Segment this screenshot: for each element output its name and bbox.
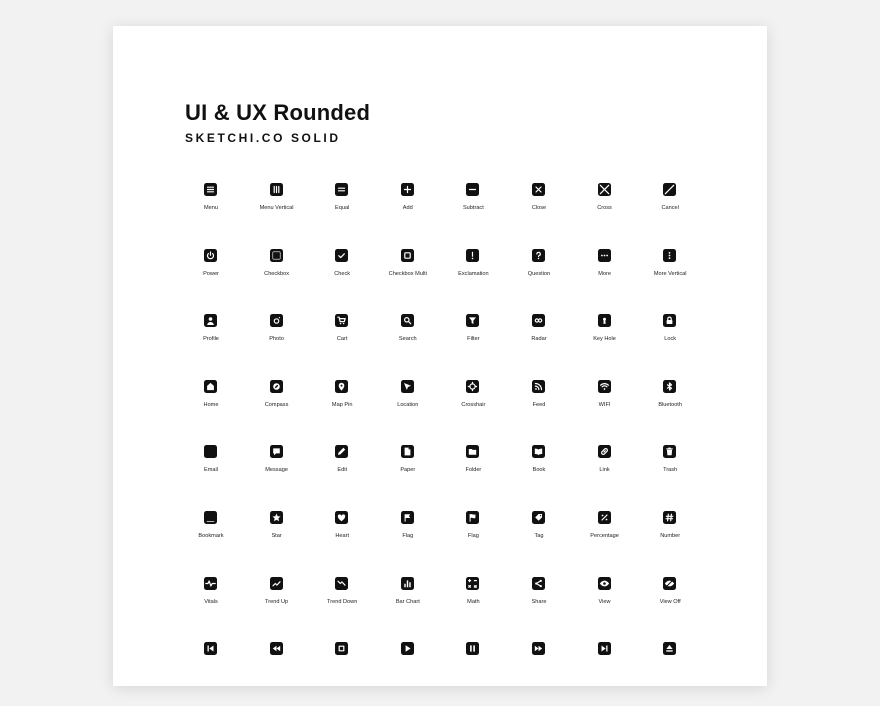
icon-tile <box>244 181 310 247</box>
icon-tile <box>375 312 441 378</box>
icon-label: Location <box>397 401 419 408</box>
icon-tile <box>375 181 441 247</box>
cancel-icon <box>663 183 676 196</box>
icon-label: Cross <box>597 205 612 211</box>
icon-grid <box>178 181 703 706</box>
icon-label: Link <box>599 467 610 474</box>
folder-icon <box>466 445 479 458</box>
question-icon <box>532 249 545 262</box>
trend-up-icon <box>270 577 283 590</box>
checkbox-multi-icon <box>401 249 414 262</box>
icon-label: Lock <box>664 336 677 343</box>
icon-label: Cancel <box>661 205 679 211</box>
icon-tile <box>440 509 506 575</box>
icon-label: Question <box>527 270 551 277</box>
icon-tile <box>637 509 703 575</box>
icon-tile <box>572 181 638 247</box>
icon-tile <box>637 181 703 247</box>
icon-tile <box>178 312 244 378</box>
location-icon <box>401 380 414 393</box>
icon-tile <box>375 640 441 706</box>
bookmark-icon <box>204 511 217 524</box>
icon-label: Add <box>402 205 413 211</box>
icon-label: View <box>598 598 611 605</box>
more-vertical-icon <box>663 249 676 262</box>
heart-icon <box>335 511 348 524</box>
menu-icon <box>204 183 217 196</box>
icon-tile <box>178 247 244 313</box>
icon-label: Flag <box>467 532 479 539</box>
math-icon <box>466 577 479 590</box>
icon-label: Profile <box>203 336 219 343</box>
radar-icon <box>532 314 545 327</box>
icon-tile <box>375 509 441 575</box>
icon-label: Heart <box>335 532 350 539</box>
icon-tile <box>506 575 572 641</box>
flag-icon <box>401 511 414 524</box>
icon-label: Vitals <box>204 598 218 605</box>
icon-tile <box>506 181 572 247</box>
icon-label: Trash <box>663 467 678 474</box>
icon-label: Email <box>204 467 218 474</box>
icon-tile <box>572 378 638 444</box>
add-icon <box>401 183 414 196</box>
icon-tile <box>440 575 506 641</box>
menu-vertical-icon <box>270 183 283 196</box>
icon-label: Menu <box>204 205 218 211</box>
icon-label: Compass <box>264 401 289 408</box>
icon-tile <box>440 640 506 706</box>
page-title: UI & UX Rounded <box>185 100 371 125</box>
check-icon <box>335 249 348 262</box>
icon-tile <box>637 378 703 444</box>
skip-back-icon <box>204 642 217 655</box>
icon-label: View Off <box>659 598 681 605</box>
icon-tile <box>572 509 638 575</box>
more-icon <box>598 249 611 262</box>
paper-icon <box>401 445 414 458</box>
icon-tile <box>440 312 506 378</box>
icon-tile <box>244 312 310 378</box>
cross-icon <box>598 183 611 196</box>
profile-icon <box>204 314 217 327</box>
icon-tile <box>506 312 572 378</box>
icon-label: Map Pin <box>331 401 353 408</box>
star-icon <box>270 511 283 524</box>
icon-label: Key Hole <box>593 336 616 343</box>
icon-label: Radar <box>531 336 547 343</box>
eject-icon <box>663 642 676 655</box>
icon-tile <box>178 443 244 509</box>
icon-tile <box>637 312 703 378</box>
icon-tile <box>572 575 638 641</box>
message-icon <box>270 445 283 458</box>
icon-label: Number <box>660 532 681 539</box>
icon-tile <box>440 443 506 509</box>
icon-label: Filter <box>467 336 480 343</box>
icon-label: Share <box>531 598 547 605</box>
icon-label: Checkbox <box>264 270 290 277</box>
stop-icon <box>335 642 348 655</box>
trash-icon <box>663 445 676 458</box>
icon-tile <box>309 509 375 575</box>
icon-label: WIFI <box>598 401 611 408</box>
feed-icon <box>532 380 545 393</box>
icon-label: Message <box>265 467 288 474</box>
close-icon <box>532 183 545 196</box>
icon-label: Home <box>203 401 219 408</box>
icon-tile <box>506 443 572 509</box>
icon-label: Bar Chart <box>395 598 420 605</box>
number-icon <box>663 511 676 524</box>
icon-label: Feed <box>532 401 546 408</box>
icon-tile <box>375 443 441 509</box>
icon-label: Exclamation <box>458 270 489 277</box>
filter-icon <box>466 314 479 327</box>
link-icon <box>598 445 611 458</box>
view-off-icon <box>663 577 676 590</box>
icon-label: Search <box>398 336 417 343</box>
icon-tile <box>506 378 572 444</box>
rewind-icon <box>270 642 283 655</box>
bar-chart-icon <box>401 577 414 590</box>
skip-forward-icon <box>598 642 611 655</box>
icon-tile <box>309 312 375 378</box>
trend-down-icon <box>335 577 348 590</box>
icon-label: Math <box>467 598 480 605</box>
icon-tile <box>375 247 441 313</box>
icon-tile <box>178 181 244 247</box>
flag-alt-icon <box>466 511 479 524</box>
home-icon <box>204 380 217 393</box>
icon-label: Menu Vertical <box>259 205 294 211</box>
icon-label: Crosshair <box>461 401 486 408</box>
icon-label: Tag <box>534 532 544 539</box>
icon-label: Photo <box>269 336 284 343</box>
bluetooth-icon <box>663 380 676 393</box>
subtract-icon <box>466 183 479 196</box>
compass-icon <box>270 380 283 393</box>
page-subtitle: SKETCHI.CO SOLID <box>185 131 341 145</box>
icon-tile <box>637 575 703 641</box>
icon-label: More Vertical <box>653 270 687 277</box>
icon-tile <box>309 181 375 247</box>
icon-label: Paper <box>400 467 416 474</box>
icon-label: Folder <box>465 467 482 474</box>
edit-icon <box>335 445 348 458</box>
icon-label: Close <box>531 205 547 211</box>
icon-label: Book <box>532 467 546 474</box>
icon-tile <box>309 443 375 509</box>
icon-tile <box>637 443 703 509</box>
icon-tile <box>506 509 572 575</box>
icon-tile <box>440 247 506 313</box>
icon-tile <box>178 509 244 575</box>
exclamation-icon <box>466 249 479 262</box>
icon-tile <box>572 640 638 706</box>
icon-sheet <box>113 26 767 686</box>
icon-tile <box>309 575 375 641</box>
icon-tile <box>244 509 310 575</box>
search-icon <box>401 314 414 327</box>
icon-tile <box>309 378 375 444</box>
tag-icon <box>532 511 545 524</box>
icon-label: Trend Down <box>327 598 358 605</box>
icon-tile <box>244 378 310 444</box>
equal-icon <box>335 183 348 196</box>
icon-tile <box>572 443 638 509</box>
cart-icon <box>335 314 348 327</box>
lock-icon <box>663 314 676 327</box>
icon-label: Equal <box>335 205 350 211</box>
photo-icon <box>270 314 283 327</box>
icon-tile <box>178 575 244 641</box>
icon-tile <box>244 575 310 641</box>
icon-tile <box>178 640 244 706</box>
icon-tile <box>244 247 310 313</box>
icon-label: Check <box>334 270 351 277</box>
icon-label: Trend Up <box>265 598 289 605</box>
icon-tile <box>637 247 703 313</box>
icon-tile <box>440 378 506 444</box>
fast-forward-icon <box>532 642 545 655</box>
key-hole-icon <box>598 314 611 327</box>
pause-icon <box>466 642 479 655</box>
icon-tile <box>506 247 572 313</box>
icon-tile <box>375 575 441 641</box>
icon-tile <box>244 443 310 509</box>
icon-label: Subtract <box>462 205 484 211</box>
share-icon <box>532 577 545 590</box>
play-icon <box>401 642 414 655</box>
icon-label: More <box>598 270 611 277</box>
icon-tile <box>309 247 375 313</box>
icon-label: Percentage <box>590 532 619 539</box>
wifi-icon <box>598 380 611 393</box>
icon-tile <box>375 378 441 444</box>
icon-label: Edit <box>337 467 347 474</box>
icon-tile <box>506 640 572 706</box>
crosshair-icon <box>466 380 479 393</box>
checkbox-icon <box>270 249 283 262</box>
view-icon <box>598 577 611 590</box>
icon-tile <box>637 640 703 706</box>
email-icon <box>204 445 217 458</box>
vitals-icon <box>204 577 217 590</box>
icon-tile <box>572 312 638 378</box>
icon-label: Cart <box>336 336 348 343</box>
percentage-icon <box>598 511 611 524</box>
icon-label: Power <box>203 270 219 277</box>
book-icon <box>532 445 545 458</box>
icon-label: Checkbox Multi <box>388 270 427 277</box>
icon-label: Bluetooth <box>658 401 682 408</box>
icon-tile <box>572 247 638 313</box>
icon-tile <box>440 181 506 247</box>
icon-label: Star <box>271 532 282 539</box>
icon-label: Flag <box>402 532 414 539</box>
icon-tile <box>309 640 375 706</box>
icon-tile <box>244 640 310 706</box>
power-icon <box>204 249 217 262</box>
icon-tile <box>178 378 244 444</box>
icon-label: Bookmark <box>198 532 224 539</box>
map-pin-icon <box>335 380 348 393</box>
